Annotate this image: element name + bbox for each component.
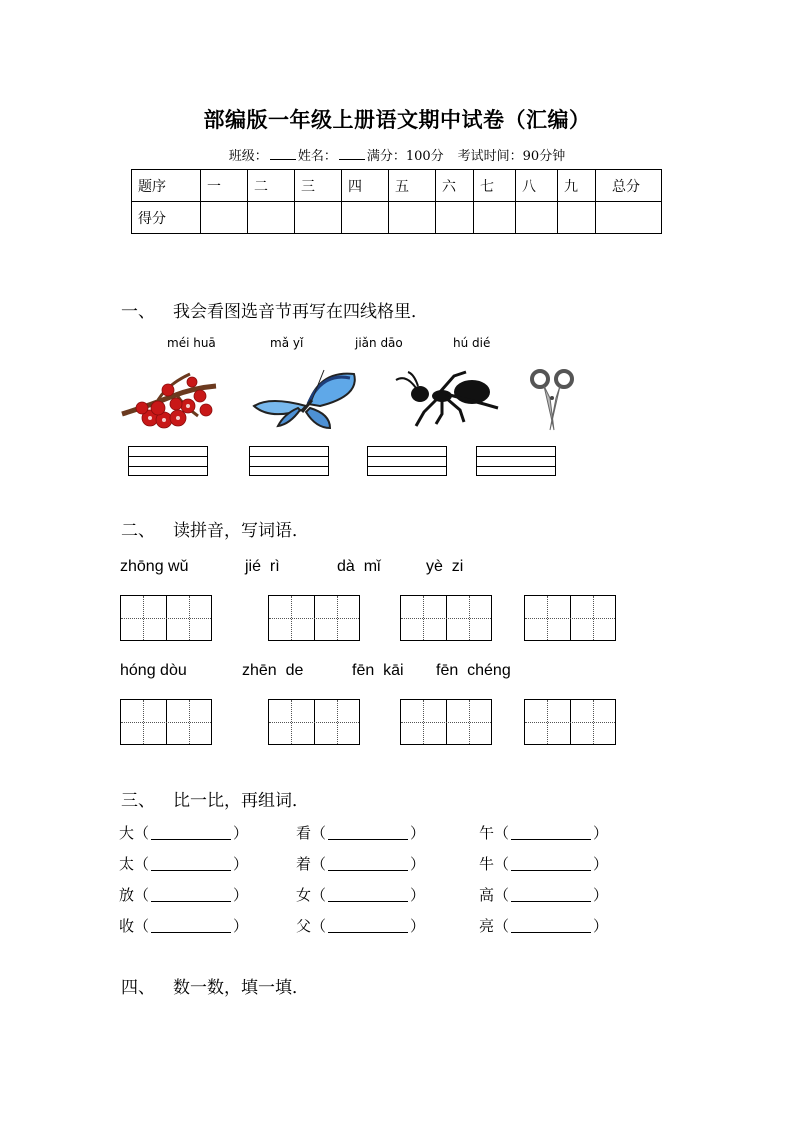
open-paren: （ (311, 886, 327, 904)
word-answer-blank[interactable] (328, 887, 408, 902)
ant-icon (394, 368, 500, 428)
section-number: 一、 (121, 302, 155, 322)
tian-grid[interactable] (120, 699, 212, 745)
word-answer-blank[interactable] (511, 825, 591, 840)
word-answer-blank[interactable] (511, 887, 591, 902)
close-paren: ） (410, 886, 426, 904)
section-title: 我会看图选音节再写在四线格里． (173, 302, 428, 322)
tian-grid[interactable] (120, 595, 212, 641)
full-score: 满分：100分 (366, 149, 444, 164)
close-paren: ） (410, 855, 426, 873)
word-answer-blank[interactable] (151, 856, 231, 871)
four-line-grid[interactable] (367, 446, 447, 476)
score-table (131, 169, 662, 234)
compare-character: 牛 (479, 855, 495, 873)
score-cell[interactable] (389, 202, 436, 234)
tian-grid[interactable] (524, 595, 616, 641)
close-paren: ） (593, 855, 609, 873)
open-paren: （ (134, 855, 150, 873)
compare-item (119, 915, 248, 936)
pinyin-word: dà mǐ (337, 558, 381, 575)
pinyin-word: jié rì (245, 558, 280, 575)
section-3-heading (121, 786, 309, 811)
butterfly-icon (250, 366, 360, 432)
score-cell[interactable] (201, 202, 248, 234)
compare-item (296, 915, 425, 936)
four-line-grid[interactable] (476, 446, 556, 476)
compare-character: 太 (119, 855, 135, 873)
four-line-grid[interactable] (128, 446, 208, 476)
open-paren: （ (134, 886, 150, 904)
section-title: 读拼音，写词语． (173, 521, 309, 541)
score-row-label: 得分 (132, 202, 201, 234)
section-2-heading (121, 516, 309, 541)
open-paren: （ (494, 917, 510, 935)
score-header-cell: 五 (389, 170, 436, 202)
compare-item (479, 915, 608, 936)
open-paren: （ (494, 824, 510, 842)
tian-grid[interactable] (268, 699, 360, 745)
section-title: 数一数，填一填． (173, 978, 309, 998)
open-paren: （ (311, 824, 327, 842)
plum-blossom-icon (118, 366, 224, 432)
compare-item (479, 884, 608, 905)
section-title: 比一比，再组词． (173, 791, 309, 811)
score-header-cell: 三 (295, 170, 342, 202)
score-header-cell: 九 (558, 170, 596, 202)
compare-character: 大 (119, 824, 135, 842)
score-table-header-row (132, 170, 662, 202)
compare-item (296, 853, 425, 874)
exam-time: 考试时间：90分钟 (457, 149, 566, 164)
open-paren: （ (494, 855, 510, 873)
word-answer-blank[interactable] (328, 825, 408, 840)
score-header-cell: 一 (201, 170, 248, 202)
compare-item (479, 822, 608, 843)
section-number: 二、 (121, 521, 155, 541)
four-line-grid[interactable] (249, 446, 329, 476)
pinyin-word: zhēn de (242, 662, 304, 679)
scissors-icon (528, 368, 578, 432)
open-paren: （ (311, 917, 327, 935)
compare-character: 看 (296, 824, 312, 842)
score-table-score-row (132, 202, 662, 234)
compare-character: 高 (479, 886, 495, 904)
close-paren: ） (593, 917, 609, 935)
score-header-cell: 六 (436, 170, 474, 202)
close-paren: ） (410, 917, 426, 935)
compare-character: 父 (296, 917, 312, 935)
word-answer-blank[interactable] (328, 856, 408, 871)
compare-item (296, 822, 425, 843)
section-1-heading (121, 297, 428, 322)
pinyin-word: fēn kāi (352, 662, 404, 679)
score-header-cell: 四 (342, 170, 389, 202)
open-paren: （ (134, 917, 150, 935)
score-cell[interactable] (596, 202, 662, 234)
tian-grid[interactable] (524, 699, 616, 745)
pinyin-label: méi huā (167, 336, 216, 350)
compare-character: 午 (479, 824, 495, 842)
score-cell[interactable] (436, 202, 474, 234)
pinyin-word: zhōng wǔ (120, 558, 189, 575)
compare-character: 女 (296, 886, 312, 904)
pinyin-word: yè zi (426, 558, 464, 575)
close-paren: ） (233, 855, 249, 873)
score-header-cell: 二 (248, 170, 295, 202)
name-blank[interactable] (339, 147, 365, 160)
score-cell[interactable] (474, 202, 516, 234)
word-answer-blank[interactable] (151, 887, 231, 902)
compare-character: 收 (119, 917, 135, 935)
compare-item (119, 884, 248, 905)
open-paren: （ (311, 855, 327, 873)
compare-item (296, 884, 425, 905)
compare-item (479, 853, 608, 874)
tian-grid[interactable] (268, 595, 360, 641)
pinyin-label: hú dié (453, 336, 491, 350)
word-answer-blank[interactable] (151, 918, 231, 933)
tian-grid[interactable] (400, 699, 492, 745)
word-answer-blank[interactable] (511, 918, 591, 933)
score-cell[interactable] (248, 202, 295, 234)
close-paren: ） (410, 824, 426, 842)
class-blank[interactable] (270, 147, 296, 160)
class-label: 班级： (228, 149, 268, 164)
word-answer-blank[interactable] (151, 825, 231, 840)
score-header-cell: 题序 (132, 170, 201, 202)
pinyin-label: jiǎn dāo (355, 336, 403, 350)
word-answer-blank[interactable] (328, 918, 408, 933)
compare-character: 放 (119, 886, 135, 904)
close-paren: ） (593, 824, 609, 842)
compare-character: 着 (296, 855, 312, 873)
exam-info (0, 145, 794, 164)
word-answer-blank[interactable] (511, 856, 591, 871)
page-title: 部编版一年级上册语文期中试卷（汇编） (203, 108, 591, 132)
section-number: 三、 (121, 791, 155, 811)
pinyin-word: fēn chéng (436, 662, 511, 679)
close-paren: ） (593, 886, 609, 904)
score-header-cell: 七 (474, 170, 516, 202)
compare-item (119, 853, 248, 874)
close-paren: ） (233, 917, 249, 935)
close-paren: ） (233, 824, 249, 842)
open-paren: （ (134, 824, 150, 842)
section-4-heading (121, 973, 309, 998)
section-number: 四、 (121, 978, 155, 998)
compare-character: 亮 (479, 917, 495, 935)
close-paren: ） (233, 886, 249, 904)
pinyin-label: mǎ yǐ (270, 336, 304, 350)
open-paren: （ (494, 886, 510, 904)
pinyin-word: hóng dòu (120, 662, 187, 679)
compare-item (119, 822, 248, 843)
score-cell[interactable] (295, 202, 342, 234)
score-cell[interactable] (558, 202, 596, 234)
score-header-cell: 八 (516, 170, 558, 202)
tian-grid[interactable] (400, 595, 492, 641)
score-cell[interactable] (516, 202, 558, 234)
name-label: 姓名： (297, 149, 337, 164)
score-header-cell: 总分 (596, 170, 662, 202)
score-cell[interactable] (342, 202, 389, 234)
